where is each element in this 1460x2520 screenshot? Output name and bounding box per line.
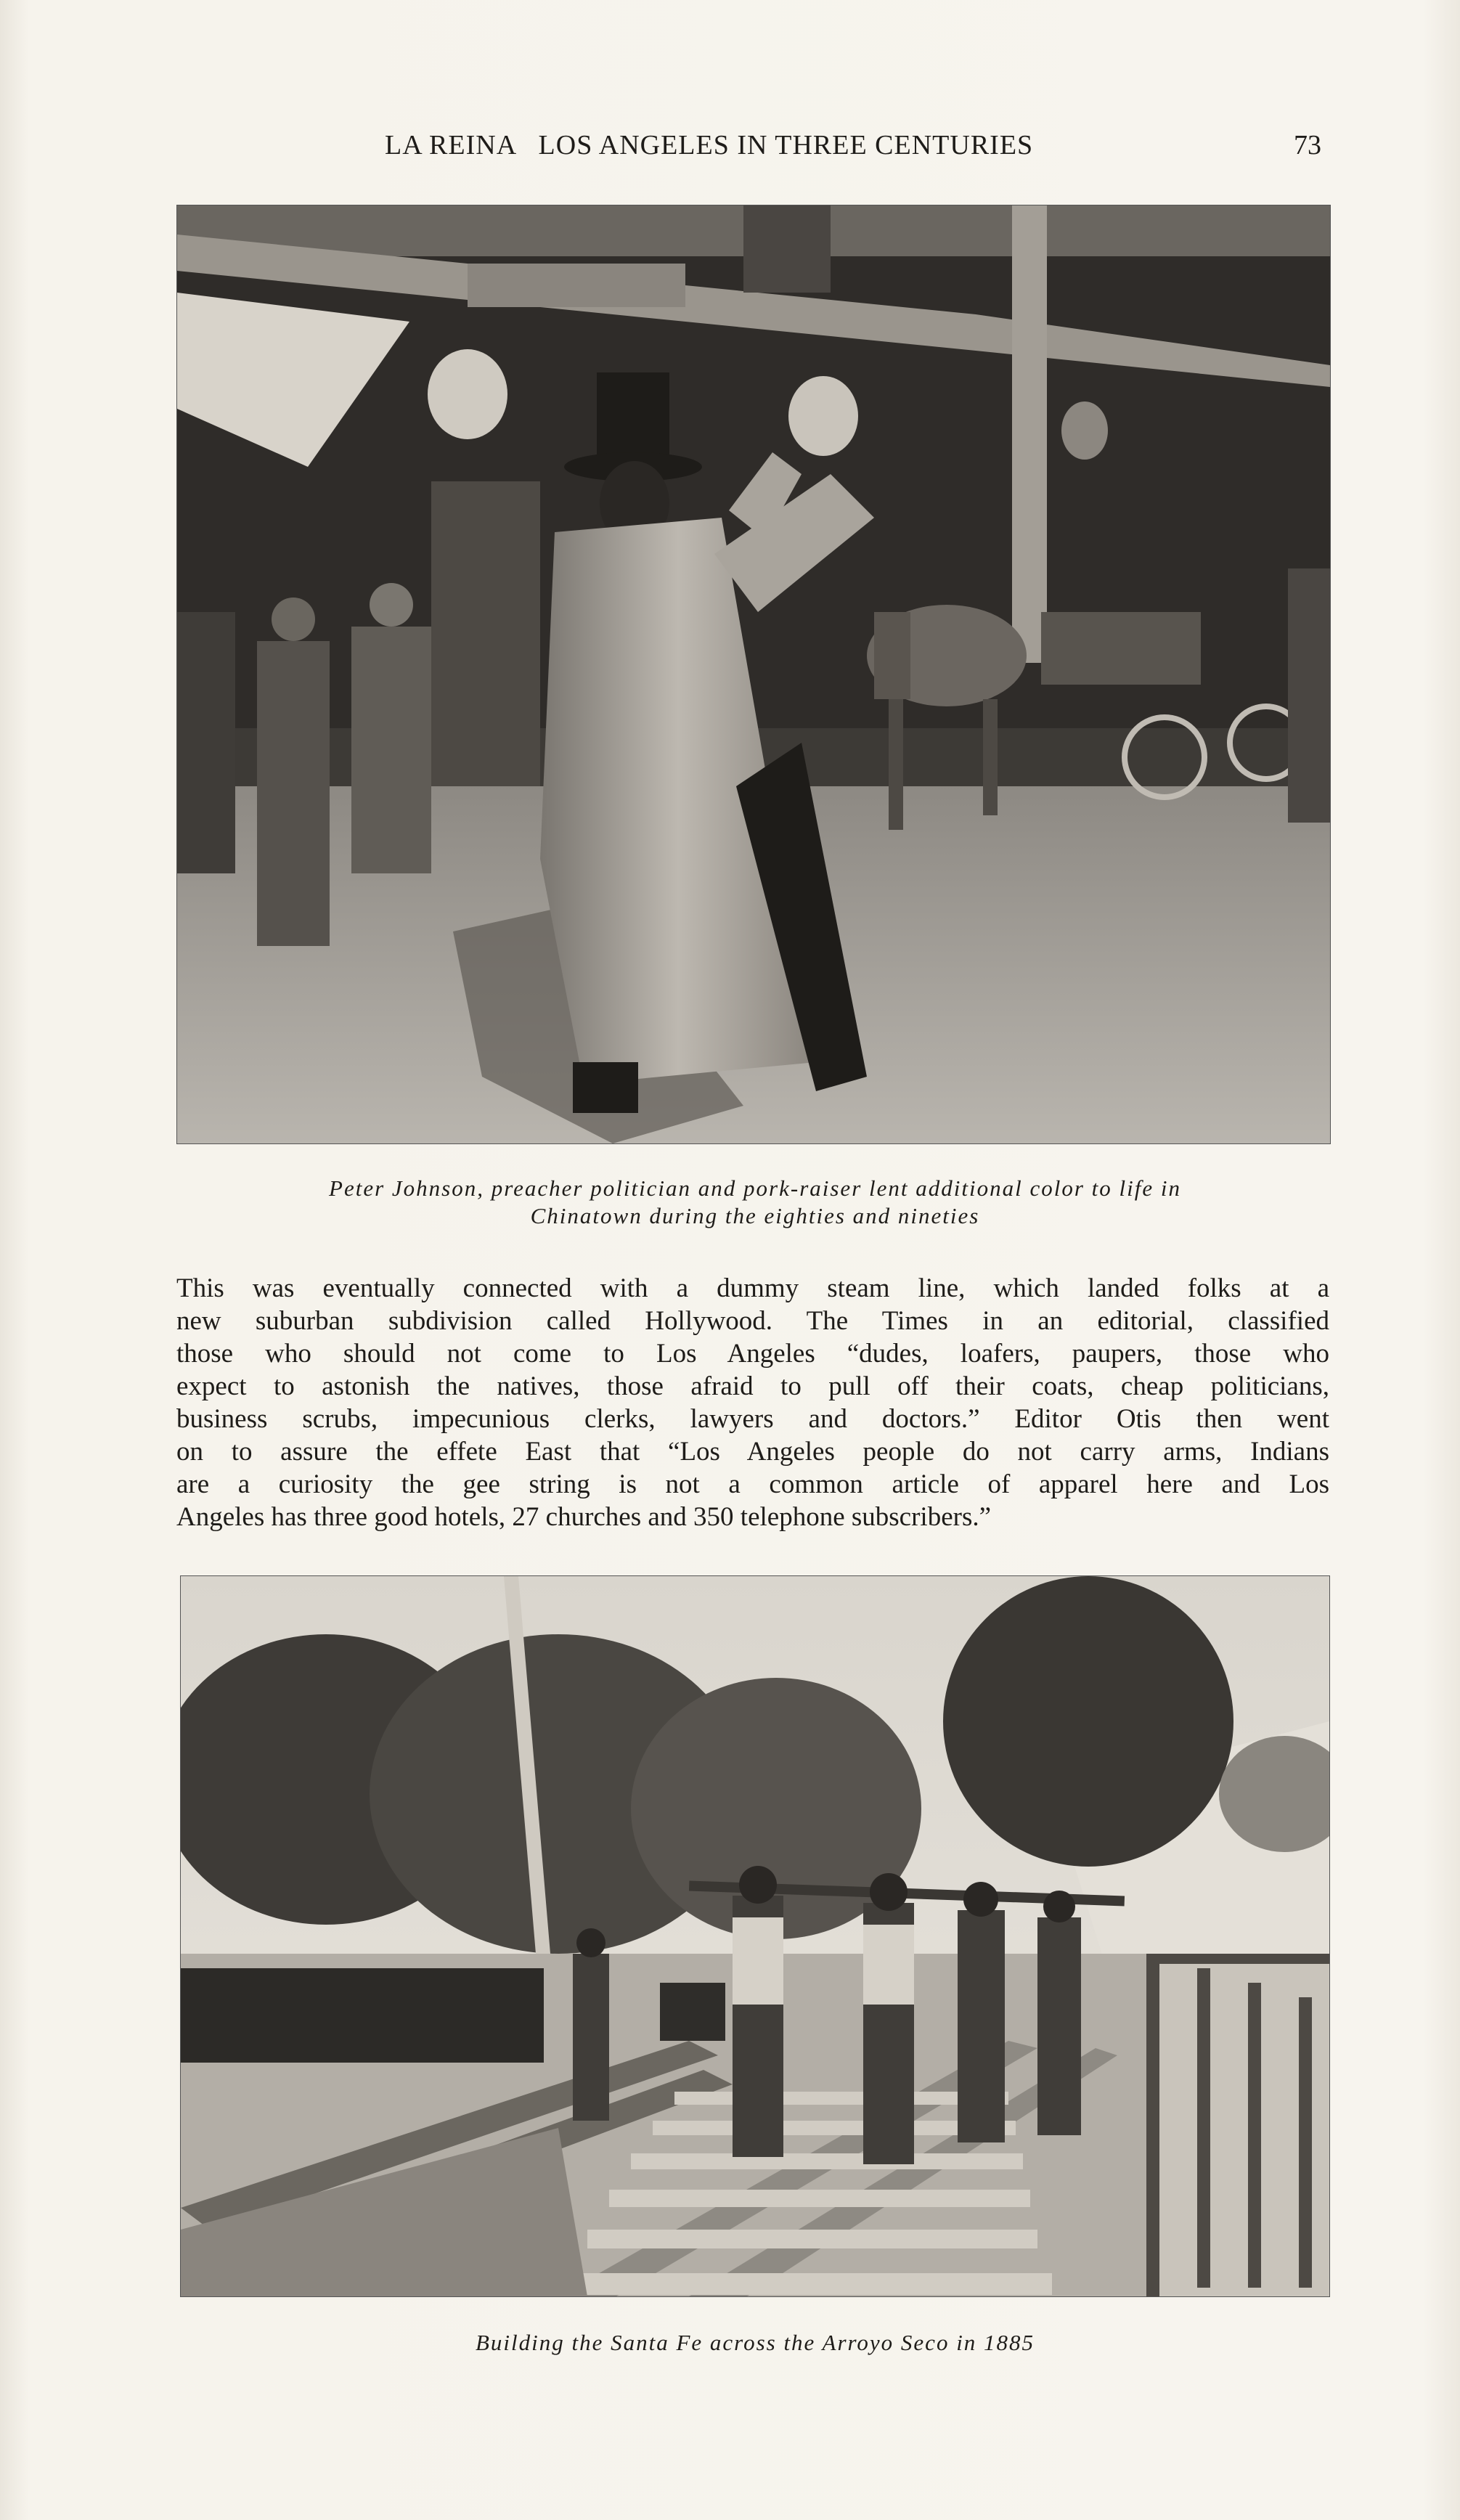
- body-line: are a curiosity the gee string is not a common article of apparel here and Los: [176, 1469, 1329, 1499]
- body-line: Angeles has three good hotels, 27 churches and 350 telephone subscribers.”: [176, 1502, 992, 1532]
- body-line: This was eventually connected with a dummy steam line, which landed folks at a: [176, 1273, 1329, 1303]
- caption-line-1: Peter Johnson, preacher politician and pork-raiser lent additional color to life in: [329, 1175, 1181, 1201]
- caption-photo-santa-fe: Building the Santa Fe across the Arroyo Seco in 1885: [475, 2330, 1035, 2355]
- photo-santa-fe-construction: [180, 1575, 1330, 2297]
- body-paragraph: [176, 1272, 1329, 1533]
- caption-photo-peter-johnson: [218, 1175, 1292, 1230]
- body-line: business scrubs, impecunious clerks, lawyers and doctors.” Editor Otis then went: [176, 1404, 1329, 1434]
- caption-line-2: Chinatown during the eighties and nineties: [530, 1203, 980, 1228]
- running-head: [174, 123, 1321, 167]
- body-line: on to assure the effete East that “Los Angeles people do not carry arms, Indians: [176, 1437, 1329, 1467]
- body-line: those who should not come to Los Angeles “dudes, loafers, paupers, those who: [176, 1339, 1329, 1369]
- running-title: LA REINA LOS ANGELES IN THREE CENTURIES: [385, 130, 1034, 160]
- body-line: new suburban subdivision called Hollywood. The Times in an editorial, classified: [176, 1306, 1329, 1336]
- body-line: expect to astonish the natives, those afraid to pull off their coats, cheap politicians,: [176, 1371, 1329, 1401]
- photo-peter-johnson: [176, 205, 1331, 1144]
- page-number: 73: [1294, 130, 1321, 160]
